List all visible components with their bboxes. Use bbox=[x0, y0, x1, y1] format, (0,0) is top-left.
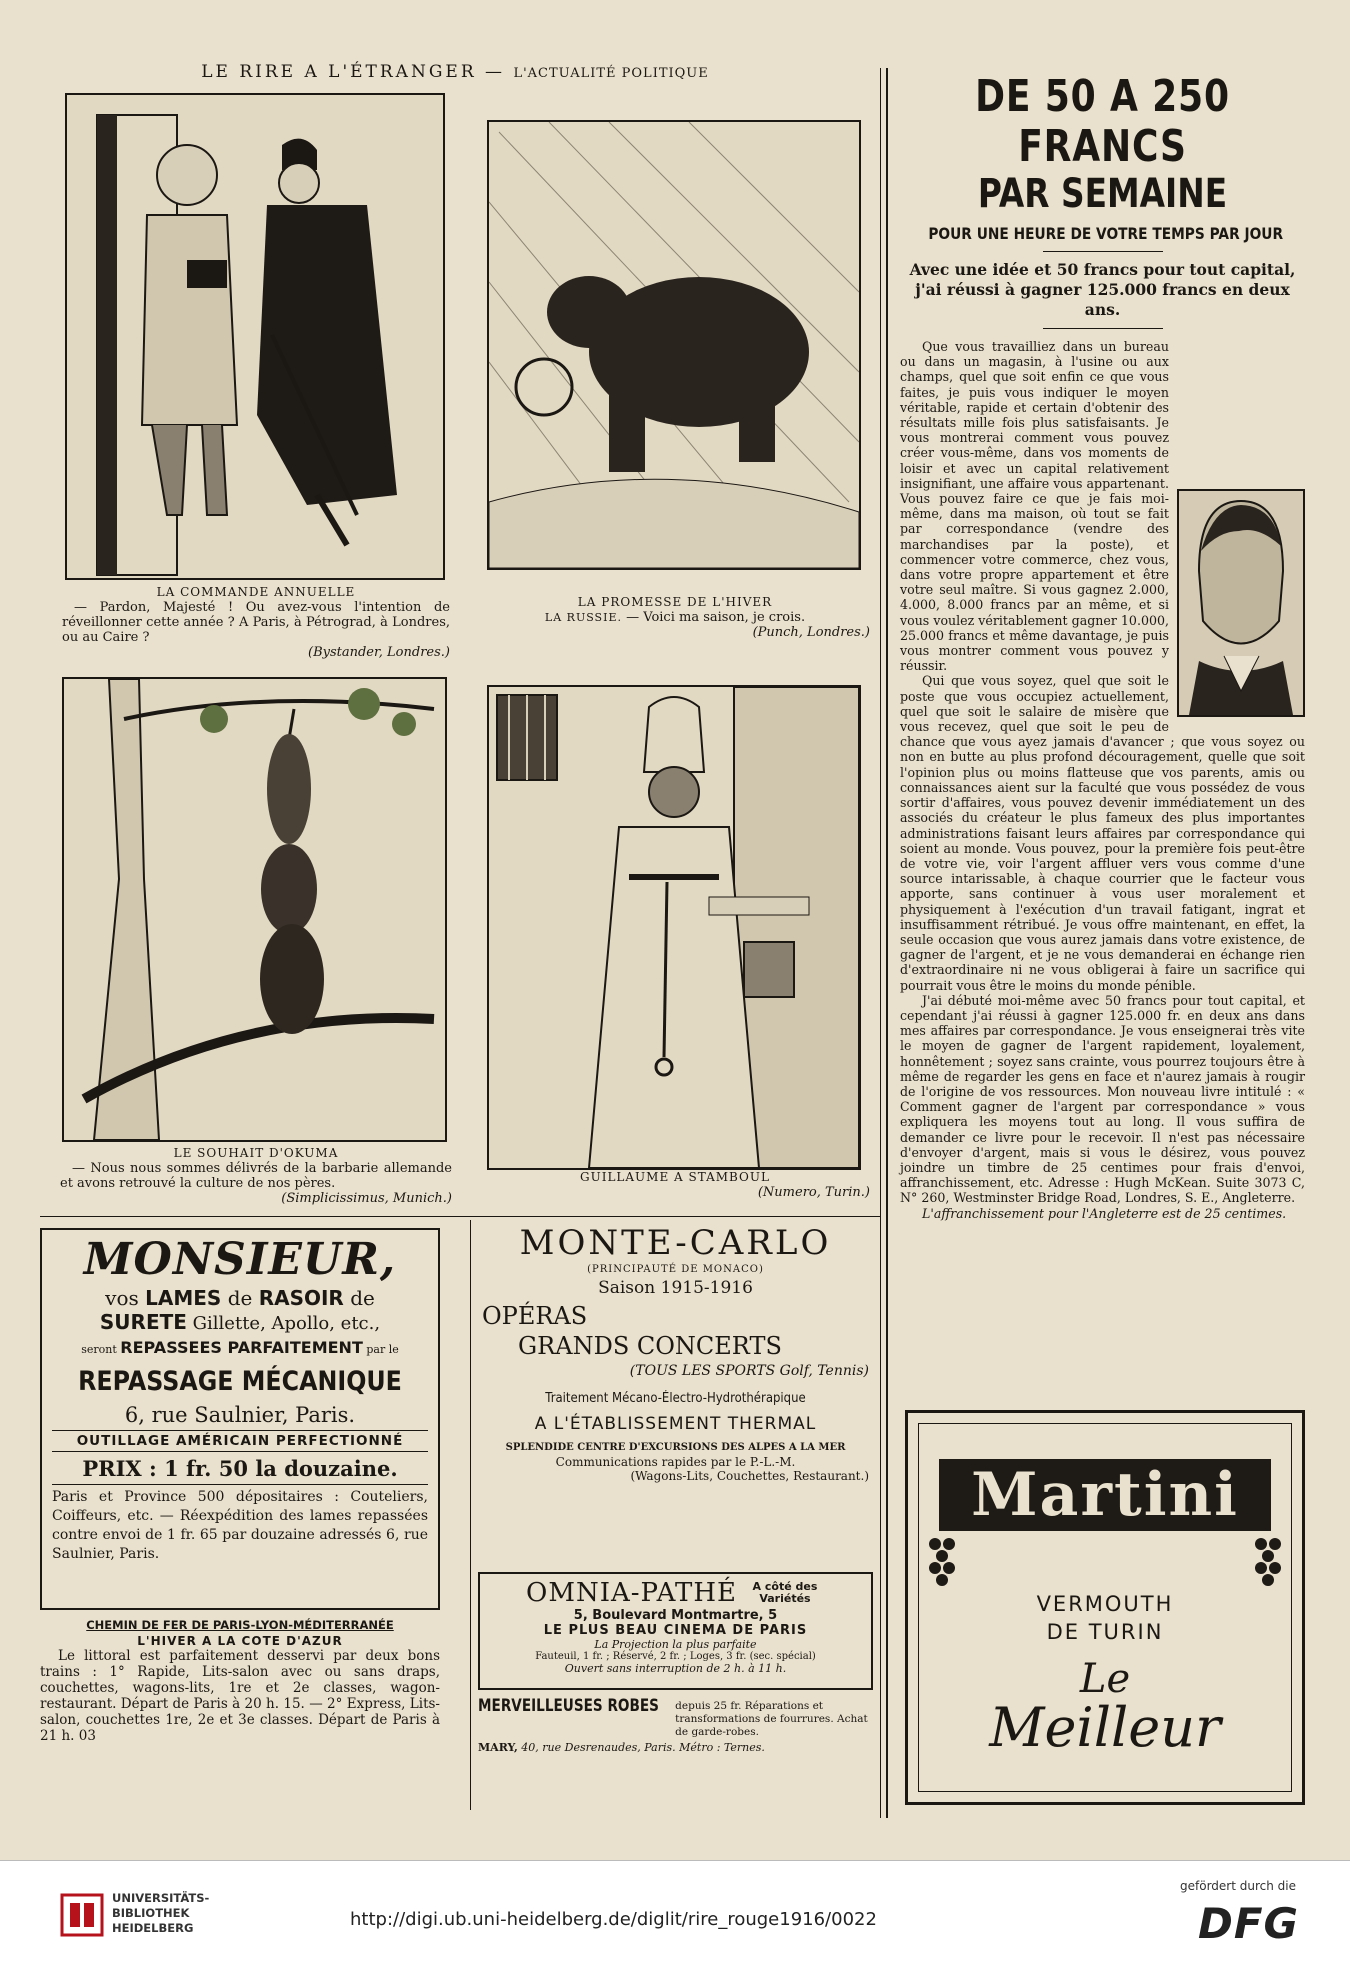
ad-francs-tagline: POUR UNE HEURE DE VOTRE TEMPS PAR JOUR bbox=[928, 224, 1284, 243]
cartoon-souhait-okuma bbox=[62, 677, 447, 1142]
cartoon-illustration bbox=[67, 95, 443, 578]
ad-monsieur-line-1: vos LAMES de RASOIR de bbox=[105, 1286, 375, 1310]
ad-monsieur-outillage: OUTILLAGE AMÉRICAIN PERFECTIONNÉ bbox=[52, 1430, 428, 1452]
library-line-1: UNIVERSITÄTS- bbox=[112, 1891, 210, 1905]
caption-promesse-hiver bbox=[480, 595, 870, 640]
caption-guillaume-stamboul bbox=[480, 1170, 870, 1200]
header-dash: — bbox=[485, 62, 506, 82]
ad-monsieur-line-4: REPASSAGE MÉCANIQUE bbox=[78, 1366, 402, 1397]
ad-robes bbox=[478, 1696, 873, 1754]
ad-robes-name: MARY, bbox=[478, 1741, 518, 1754]
caption-text: — Voici ma saison, je crois. bbox=[626, 610, 806, 625]
university-logo-icon bbox=[60, 1893, 104, 1937]
caption-text: — Pardon, Majesté ! Ou avez-vous l'intention de réveillonner cette année ? A Paris, à Pétrograd, à Londres, ou au Caire ? bbox=[62, 600, 450, 645]
dfg-logo: DFG bbox=[1198, 1899, 1300, 1948]
footer-bar bbox=[0, 1860, 1350, 1966]
ad-francs-body bbox=[900, 339, 1305, 1221]
ad-robes-title: MERVEILLEUSES ROBES bbox=[478, 1696, 659, 1716]
university-name bbox=[112, 1891, 209, 1936]
ad-omnia-pathe bbox=[478, 1572, 873, 1690]
ad-omnia-address: 5, Boulevard Montmartre, 5 bbox=[573, 1608, 778, 1623]
ad-francs-headline-1: DE 50 A 250 FRANCS bbox=[975, 71, 1230, 172]
caption-speaker: LA RUSSIE. bbox=[544, 611, 622, 624]
cartoon-guillaume-stamboul bbox=[487, 685, 861, 1170]
ad-monte-carlo-operas: OPÉRAS bbox=[482, 1302, 588, 1330]
cartoon-illustration bbox=[64, 679, 445, 1140]
ad-monsieur-title: MONSIEUR, bbox=[83, 1234, 397, 1285]
ad-francs-para-1: Que vous travailliez dans un bureau ou dans un magasin, à l'usine ou aux champs, quel que soit enfin ce que vous faites, je puis vous indiquer le moyen véritable, rapide et certain d'obtenir des résultats mille fois plus satisfaisants. Je vous montrerai comment vous pouvez créer vous-même, dans vos moments de loisir et avec un capital relativement insignifiant, une affaire vous appartenant. Vous pouvez faire ce que je fais moi-même, dans ma maison, où tout se fait par correspondance (vendre des marchandises par la poste), et commencer votre commerce, chez vous, dans votre propre appartement et être votre seul maître. Si vous gagnez 2.000, 4.000, 8.000 francs par an même, et si vous voulez véritablement gagner 10.000, 25.000 francs et même davantage, je puis vous montrer comment vous pouvez y réussir. bbox=[900, 339, 1169, 674]
caption-title: LA COMMANDE ANNUELLE bbox=[156, 585, 356, 599]
portrait-photo bbox=[1177, 489, 1305, 717]
source-url-link[interactable]: http://digi.ub.uni-heidelberg.de/diglit/rire_rouge1916/0022 bbox=[350, 1909, 877, 1930]
ad-francs-footnote: L'affranchissement pour l'Angleterre est de 25 centimes. bbox=[922, 1205, 1287, 1221]
page-header bbox=[130, 62, 780, 82]
martini-line-1: VERMOUTH bbox=[1036, 1592, 1174, 1616]
ad-chemin-title: CHEMIN DE FER DE PARIS-LYON-MÉDITERRANÉE bbox=[86, 1618, 394, 1632]
ad-monte-carlo-concerts: GRANDS CONCERTS bbox=[518, 1332, 782, 1360]
column-divider bbox=[886, 68, 888, 1818]
cartoon-promesse-hiver bbox=[487, 120, 861, 570]
ad-monte-carlo-wagons: (Wagons-Lits, Couchettes, Restaurant.) bbox=[630, 1469, 869, 1483]
ad-francs-para-2: Qui que vous soyez, quel que soit le poste que vous occupiez actuellement, quel que soit le salaire de misère que vous recevez, quel que soit le peu de chance que vous ayez jamais d'avancer ; que vous soyez ou non en butte au plus profond découragement, quelle que soit l'opinion plus ou moins flatteuse que vos parents, amis ou connaissances aient sur la faculté que vous possédez de vous sortir d'affaires, vous pouvez devenir immédiatement un des associés du créateur le plus fameux des plus importantes administrations faisant leurs affaires par correspondance qui soient au monde. Vous pouvez, pour la première fois peut-être de votre vie, voir l'argent affluer vers vous comme d'une source intarissable, à chaque courrier que le facteur vous apporte, sans continuer à vous user moralement et physiquement à l'exécution d'un travail fatigant, ingrat et insuffisamment rétribué. Je vous offre maintenant, en effet, la seule occasion que vous aurez jamais dans votre existence, de gagner de l'argent, et je ne vous demanderai en échange rien d'extraordinaire ni ne vous obligerai à faire un sacrifice qui pourrait vous être le moins du monde pénible. bbox=[900, 673, 1305, 993]
ad-monte-carlo-saison: Saison 1915-1916 bbox=[598, 1278, 753, 1298]
portrait-icon bbox=[1179, 491, 1303, 715]
header-subtitle: L'ACTUALITÉ POLITIQUE bbox=[513, 66, 709, 81]
martini-script-2: Meilleur bbox=[989, 1696, 1221, 1759]
ad-monsieur-line-2: SURETE Gillette, Apollo, etc., bbox=[99, 1310, 381, 1334]
martini-banner bbox=[939, 1459, 1271, 1531]
ad-chemin-subtitle: L'HIVER A LA COTE D'AZUR bbox=[137, 1634, 343, 1648]
caption-text: — Nous nous sommes délivrés de la barbarie allemande et avons retrouvé la culture de nos pères. bbox=[60, 1161, 452, 1191]
caption-title: LE SOUHAIT D'OKUMA bbox=[173, 1146, 339, 1160]
cartoon-illustration bbox=[489, 122, 859, 568]
martini-script-1: Le bbox=[1079, 1656, 1131, 1702]
ad-francs-headline-2: PAR SEMAINE bbox=[977, 171, 1228, 217]
ad-monte-carlo-title: MONTE-CARLO bbox=[519, 1223, 832, 1263]
cartoon-commande-annuelle bbox=[65, 93, 445, 580]
ad-monte-carlo-communications: Communications rapides par le P.-L.-M. bbox=[555, 1455, 796, 1469]
caption-title: GUILLAUME A STAMBOUL bbox=[580, 1170, 770, 1184]
header-title: LE RIRE A L'ÉTRANGER bbox=[201, 62, 477, 82]
ad-omnia-projection: La Projection la plus parfaite bbox=[594, 1638, 757, 1651]
ad-francs bbox=[900, 72, 1305, 1221]
ad-omnia-cote: A côté des Variétés bbox=[752, 1580, 818, 1605]
caption-source: (Punch, Londres.) bbox=[752, 625, 870, 640]
library-line-3: HEIDELBERG bbox=[112, 1921, 194, 1935]
martini-brand: Martini bbox=[971, 1460, 1239, 1530]
ad-omnia-prices: Fauteuil, 1 fr. ; Réservé, 2 fr. ; Loges, 3 fr. (sec. spécial) bbox=[535, 1651, 816, 1662]
library-line-2: BIBLIOTHEK bbox=[112, 1906, 190, 1920]
ad-robes-text: depuis 25 fr. Réparations et transformations de fourrures. Achat de garde-robes. bbox=[675, 1700, 868, 1738]
row-divider bbox=[40, 1216, 880, 1217]
caption-title: LA PROMESSE DE L'HIVER bbox=[577, 595, 773, 609]
ad-omnia-hours: Ouvert sans interruption de 2 h. à 11 h. bbox=[564, 1662, 787, 1675]
column-divider-inner bbox=[880, 68, 881, 1818]
ad-omnia-slogan: LE PLUS BEAU CINEMA DE PARIS bbox=[543, 1623, 808, 1638]
ad-monte-carlo bbox=[478, 1222, 873, 1483]
ad-monsieur-address: 6, rue Saulnier, Paris. bbox=[124, 1403, 356, 1427]
ad-monte-carlo-excursions: SPLENDIDE CENTRE D'EXCURSIONS DES ALPES A LA MER bbox=[505, 1442, 846, 1453]
caption-source: (Bystander, Londres.) bbox=[308, 645, 450, 660]
ad-monte-carlo-etablissement: A L'ÉTABLISSEMENT THERMAL bbox=[534, 1414, 817, 1434]
ad-francs-intro: Avec une idée et 50 francs pour tout capital, j'ai réussi à gagner 125.000 francs en deux ans. bbox=[909, 260, 1296, 319]
ad-monte-carlo-sports: (TOUS LES SPORTS Golf, Tennis) bbox=[629, 1363, 869, 1379]
center-divider bbox=[470, 1220, 471, 1810]
ad-robes-address: 40, rue Desrenaudes, Paris. Métro : Ternes. bbox=[521, 1741, 765, 1754]
ad-monsieur-price: PRIX : 1 fr. 50 la douzaine. bbox=[82, 1456, 398, 1481]
ad-monsieur-line-3: seront REPASSEES PARFAITEMENT par le bbox=[81, 1338, 399, 1357]
ad-omnia-title: OMNIA-PATHÉ bbox=[526, 1578, 737, 1608]
ad-monsieur-details: Paris et Province 500 dépositaires : Couteliers, Coiffeurs, etc. — Réexpédition des lames repassées contre envoi de 1 fr. 65 par douzaine adressés 6, rue Saulnier, Paris. bbox=[52, 1484, 428, 1564]
ad-martini bbox=[905, 1410, 1305, 1805]
ad-monsieur bbox=[40, 1228, 440, 1610]
ad-francs-para-3: J'ai débuté moi-même avec 50 francs pour tout capital, et cependant j'ai réussi à gagner 125.000 fr. en deux ans dans mes affaires par correspondance. Je vous enseignerai très vite le moyen de gagner de l'argent rapidement, loyalement, honnêtement ; soyez sans crainte, vous pourrez toujours être à même de regarder les gens en face et n'aurez jamais à rougir de l'origine de vos ressources. Mon nouveau livre intitulé : « Comment gagner de l'argent par correspondance » vous expliquera les moyens tout au long. Il vous suffira de demander ce livre pour le recevoir. Il n'est pas nécessaire d'envoyer d'argent, mais si vous le désirez, vous pouvez joindre un timbre de 25 centimes pour frais d'envoi, affranchissement, etc. Adresse : Hugh McKean. Suite 3073 C, N° 260, Westminster Bridge Road, Londres, S. E., Angleterre. bbox=[900, 992, 1305, 1206]
caption-source: (Numero, Turin.) bbox=[757, 1185, 870, 1200]
cartoon-illustration bbox=[489, 687, 859, 1168]
ad-chemin-de-fer bbox=[40, 1618, 440, 1744]
caption-commande-annuelle bbox=[62, 585, 450, 660]
caption-souhait-okuma bbox=[60, 1146, 452, 1206]
ad-monte-carlo-principaute: (PRINCIPAUTÉ DE MONACO) bbox=[587, 1264, 764, 1275]
ad-monte-carlo-traitement: Traitement Mécano-Électro-Hydrothérapique bbox=[545, 1391, 806, 1406]
funded-by: gefördert durch die bbox=[1180, 1879, 1296, 1893]
caption-source: (Simplicissimus, Munich.) bbox=[281, 1191, 452, 1206]
martini-line-2: DE TURIN bbox=[1046, 1620, 1164, 1644]
ad-chemin-text: Le littoral est parfaitement desservi par deux bons trains : 1° Rapide, Lits-salon avec ou sans draps, couchettes, wagons-lits, 1re et 2e classes, wagon-restaurant. Départ de Paris à 20 h. 15. — 2° Express, Lits-salon, couchettes 1re, 2e et 3e classes. Départ de Paris à 21 h. 03 bbox=[40, 1648, 440, 1744]
